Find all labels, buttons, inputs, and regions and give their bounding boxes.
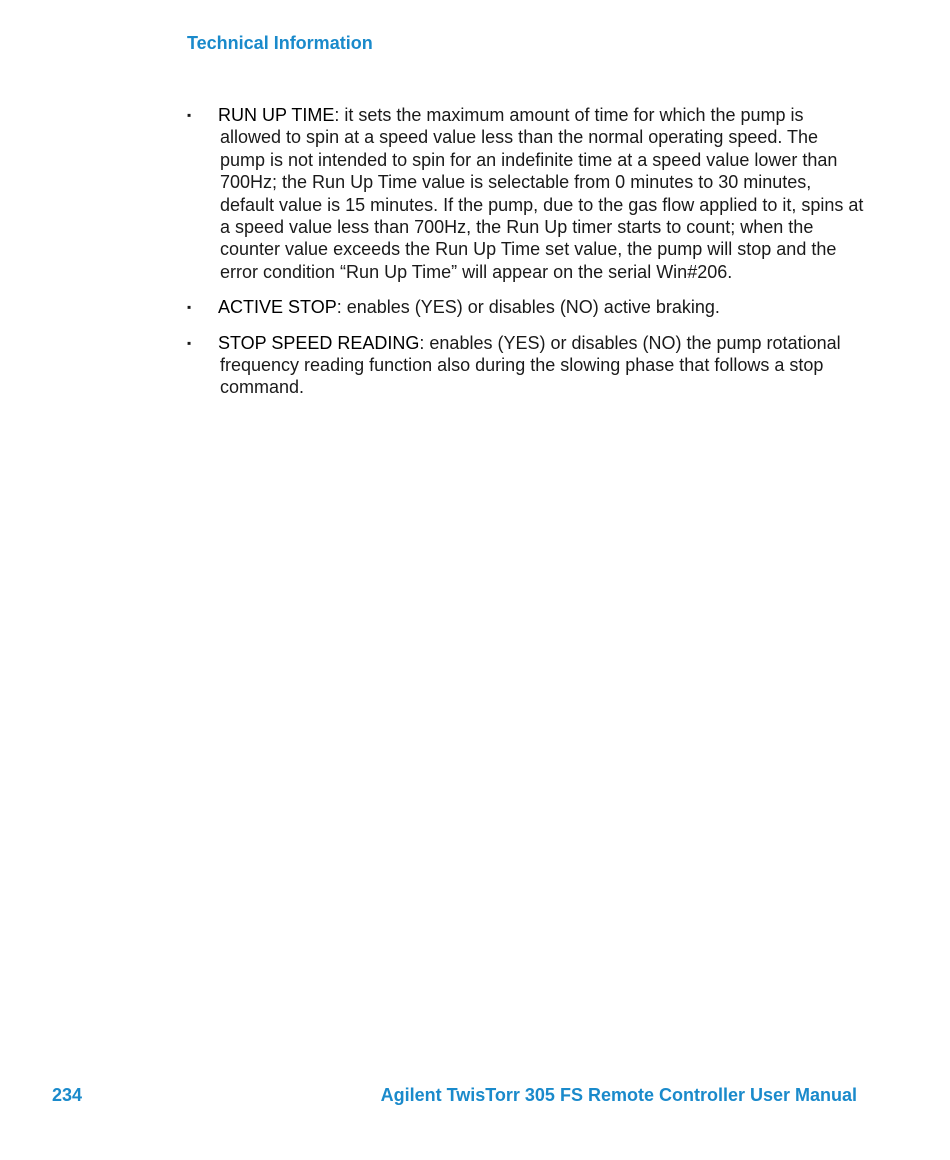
list-item-stop-speed-reading	[187, 332, 867, 399]
term-run-up-time: RUN UP TIME	[218, 105, 335, 125]
section-title: Technical Information	[187, 33, 373, 53]
bullet-icon: ▪	[187, 300, 192, 315]
description-stop-speed-reading: : enables (YES) or disables (NO) the pump rotational frequency reading function also during the slowing phase that follows a stop command.	[220, 332, 841, 398]
description-active-stop: : enables (YES) or disables (NO) active braking.	[336, 297, 720, 318]
bullet-icon: ▪	[187, 335, 192, 350]
bullet-icon: ▪	[187, 108, 192, 122]
manual-title: Agilent TwisTorr 305 FS Remote Controller User Manual	[380, 1085, 857, 1105]
bullet-list	[187, 104, 867, 412]
list-item-run-up-time	[187, 104, 867, 283]
term-active-stop: ACTIVE STOP	[218, 297, 337, 318]
page-number: 234	[52, 1085, 83, 1105]
list-item-active-stop	[187, 296, 867, 318]
description-run-up-time: : it sets the maximum amount of time for which the pump is allowed to spin at a speed value less than the normal operating speed. The pump is not intended to spin for an indefinite time at a speed value lower than 700Hz; the Run Up Time value is selectable from 0 minutes to 30 minutes, default value is 15 minutes. If the pump, due to the gas flow applied to it, spins at a speed value less than 700Hz, the Run Up timer starts to count; when the counter value exceeds the Run Up Time set value, the pump will stop and the error condition “Run Up Time” will appear on the serial Win#206.	[220, 105, 864, 282]
term-stop-speed-reading: STOP SPEED READING	[218, 332, 420, 353]
